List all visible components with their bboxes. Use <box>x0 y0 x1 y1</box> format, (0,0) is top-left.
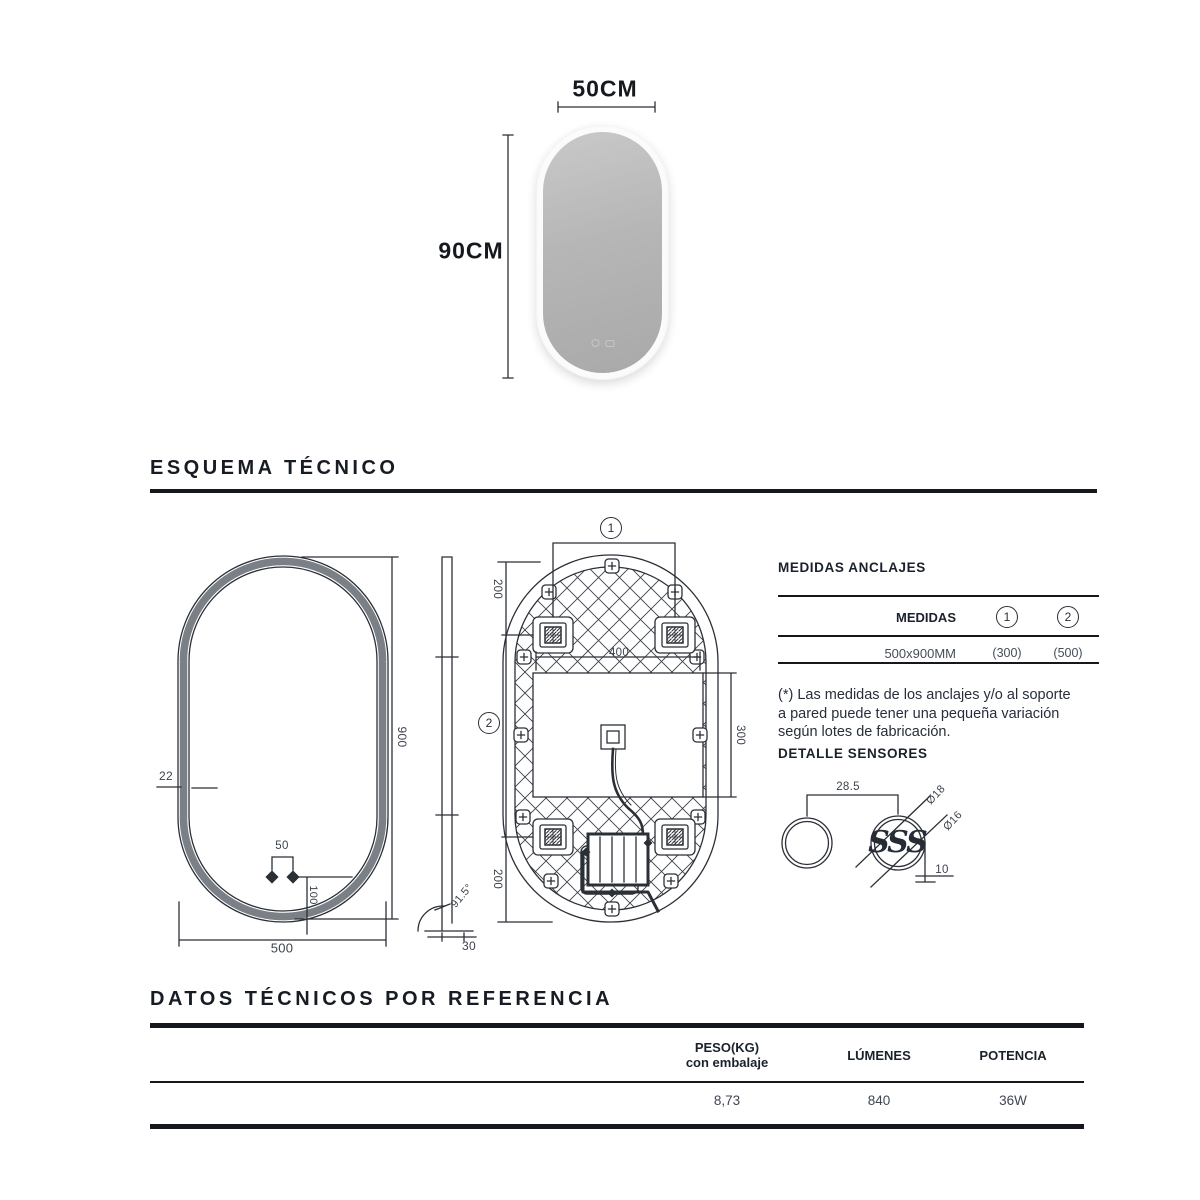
anclajes-title: MEDIDAS ANCLAJES <box>778 560 926 575</box>
esquema-rule <box>150 489 1097 493</box>
callout-1-number: 1 <box>607 521 615 535</box>
esquema-title: ESQUEMA TÉCNICO <box>150 457 399 479</box>
anclajes-row-v1: (300) <box>992 646 1022 660</box>
anclajes-rule-top <box>778 595 1099 597</box>
anclajes-note <box>778 686 1071 742</box>
anclajes-col-2: 2 <box>1064 610 1072 624</box>
dim-side-depth: 30 <box>462 939 476 953</box>
dim-backbox-height: 300 <box>734 724 746 746</box>
mirror-touch-sensors <box>591 339 614 347</box>
note-line-2: a pared puede tener una pequeña variación <box>778 705 1060 722</box>
touch-sensor-icon <box>591 339 599 347</box>
dim-top-anchor-offset: 200 <box>491 578 503 600</box>
anclajes-rule-bottom <box>778 662 1099 664</box>
anclajes-col-1: 1 <box>1003 610 1011 624</box>
dim-side-angle: 91.5° <box>448 881 476 911</box>
anclajes-col-medidas: MEDIDAS <box>896 610 956 625</box>
dim-bottom-anchor-offset: 200 <box>491 868 503 890</box>
product-width-label: 50CM <box>572 75 638 102</box>
dim-anchor-span: 400 <box>608 647 630 659</box>
sensores-title: DETALLE SENSORES <box>778 746 928 761</box>
datos-value-lumenes: 840 <box>867 1093 891 1108</box>
callout-2-number: 2 <box>485 716 493 730</box>
dim-sensor-distance: 28.5 <box>836 781 860 793</box>
datos-header-peso-line2: con embalaje <box>685 1055 769 1070</box>
dim-front-height: 900 <box>395 726 409 748</box>
datos-rule-top <box>150 1023 1084 1028</box>
callout-1-badge <box>600 517 622 539</box>
datos-header-potencia: POTENCIA <box>979 1048 1047 1063</box>
dim-sensor-diameter-inner: Ø16 <box>941 808 965 834</box>
datos-header-lumenes: LÚMENES <box>847 1048 911 1063</box>
callout-2-badge <box>478 712 500 734</box>
anclajes-col-2-badge <box>1057 606 1079 628</box>
dim-front-width: 500 <box>270 940 294 956</box>
datos-value-peso: 8,73 <box>713 1093 741 1108</box>
datos-value-potencia: 36W <box>999 1093 1027 1108</box>
anclajes-row-v2: (500) <box>1053 646 1083 660</box>
datos-header-peso <box>652 1040 802 1070</box>
antifog-symbol: SSS <box>868 824 926 860</box>
dim-sensor-spacing: 50 <box>275 840 289 852</box>
front-view-drawing <box>157 556 398 946</box>
anclajes-col-1-badge <box>996 606 1018 628</box>
dim-sensor-offset-10: 10 <box>935 864 949 876</box>
product-height-label: 90CM <box>438 237 504 264</box>
anclajes-row-medidas: 500x900MM <box>884 646 956 661</box>
note-line-1: (*) Las medidas de los anclajes y/o al soporte <box>778 687 1071 703</box>
datos-rule-mid <box>150 1081 1084 1083</box>
back-view-drawing <box>498 543 736 922</box>
dim-sensor-offset: 100 <box>307 885 319 905</box>
datos-title: DATOS TÉCNICOS POR REFERENCIA <box>150 988 614 1010</box>
datos-header-peso-line1: PESO(KG) <box>694 1040 760 1055</box>
mirror-glass <box>543 132 662 373</box>
anclajes-rule-mid <box>778 635 1099 637</box>
dim-frame-thickness: 22 <box>159 769 173 783</box>
product-photo-mirror <box>536 125 669 380</box>
antifog-sensor-icon <box>605 340 614 347</box>
dim-sensor-diameter-outer: Ø18 <box>924 782 948 808</box>
note-line-3: según lotes de fabricación. <box>778 724 951 740</box>
datos-rule-bottom <box>150 1124 1084 1129</box>
